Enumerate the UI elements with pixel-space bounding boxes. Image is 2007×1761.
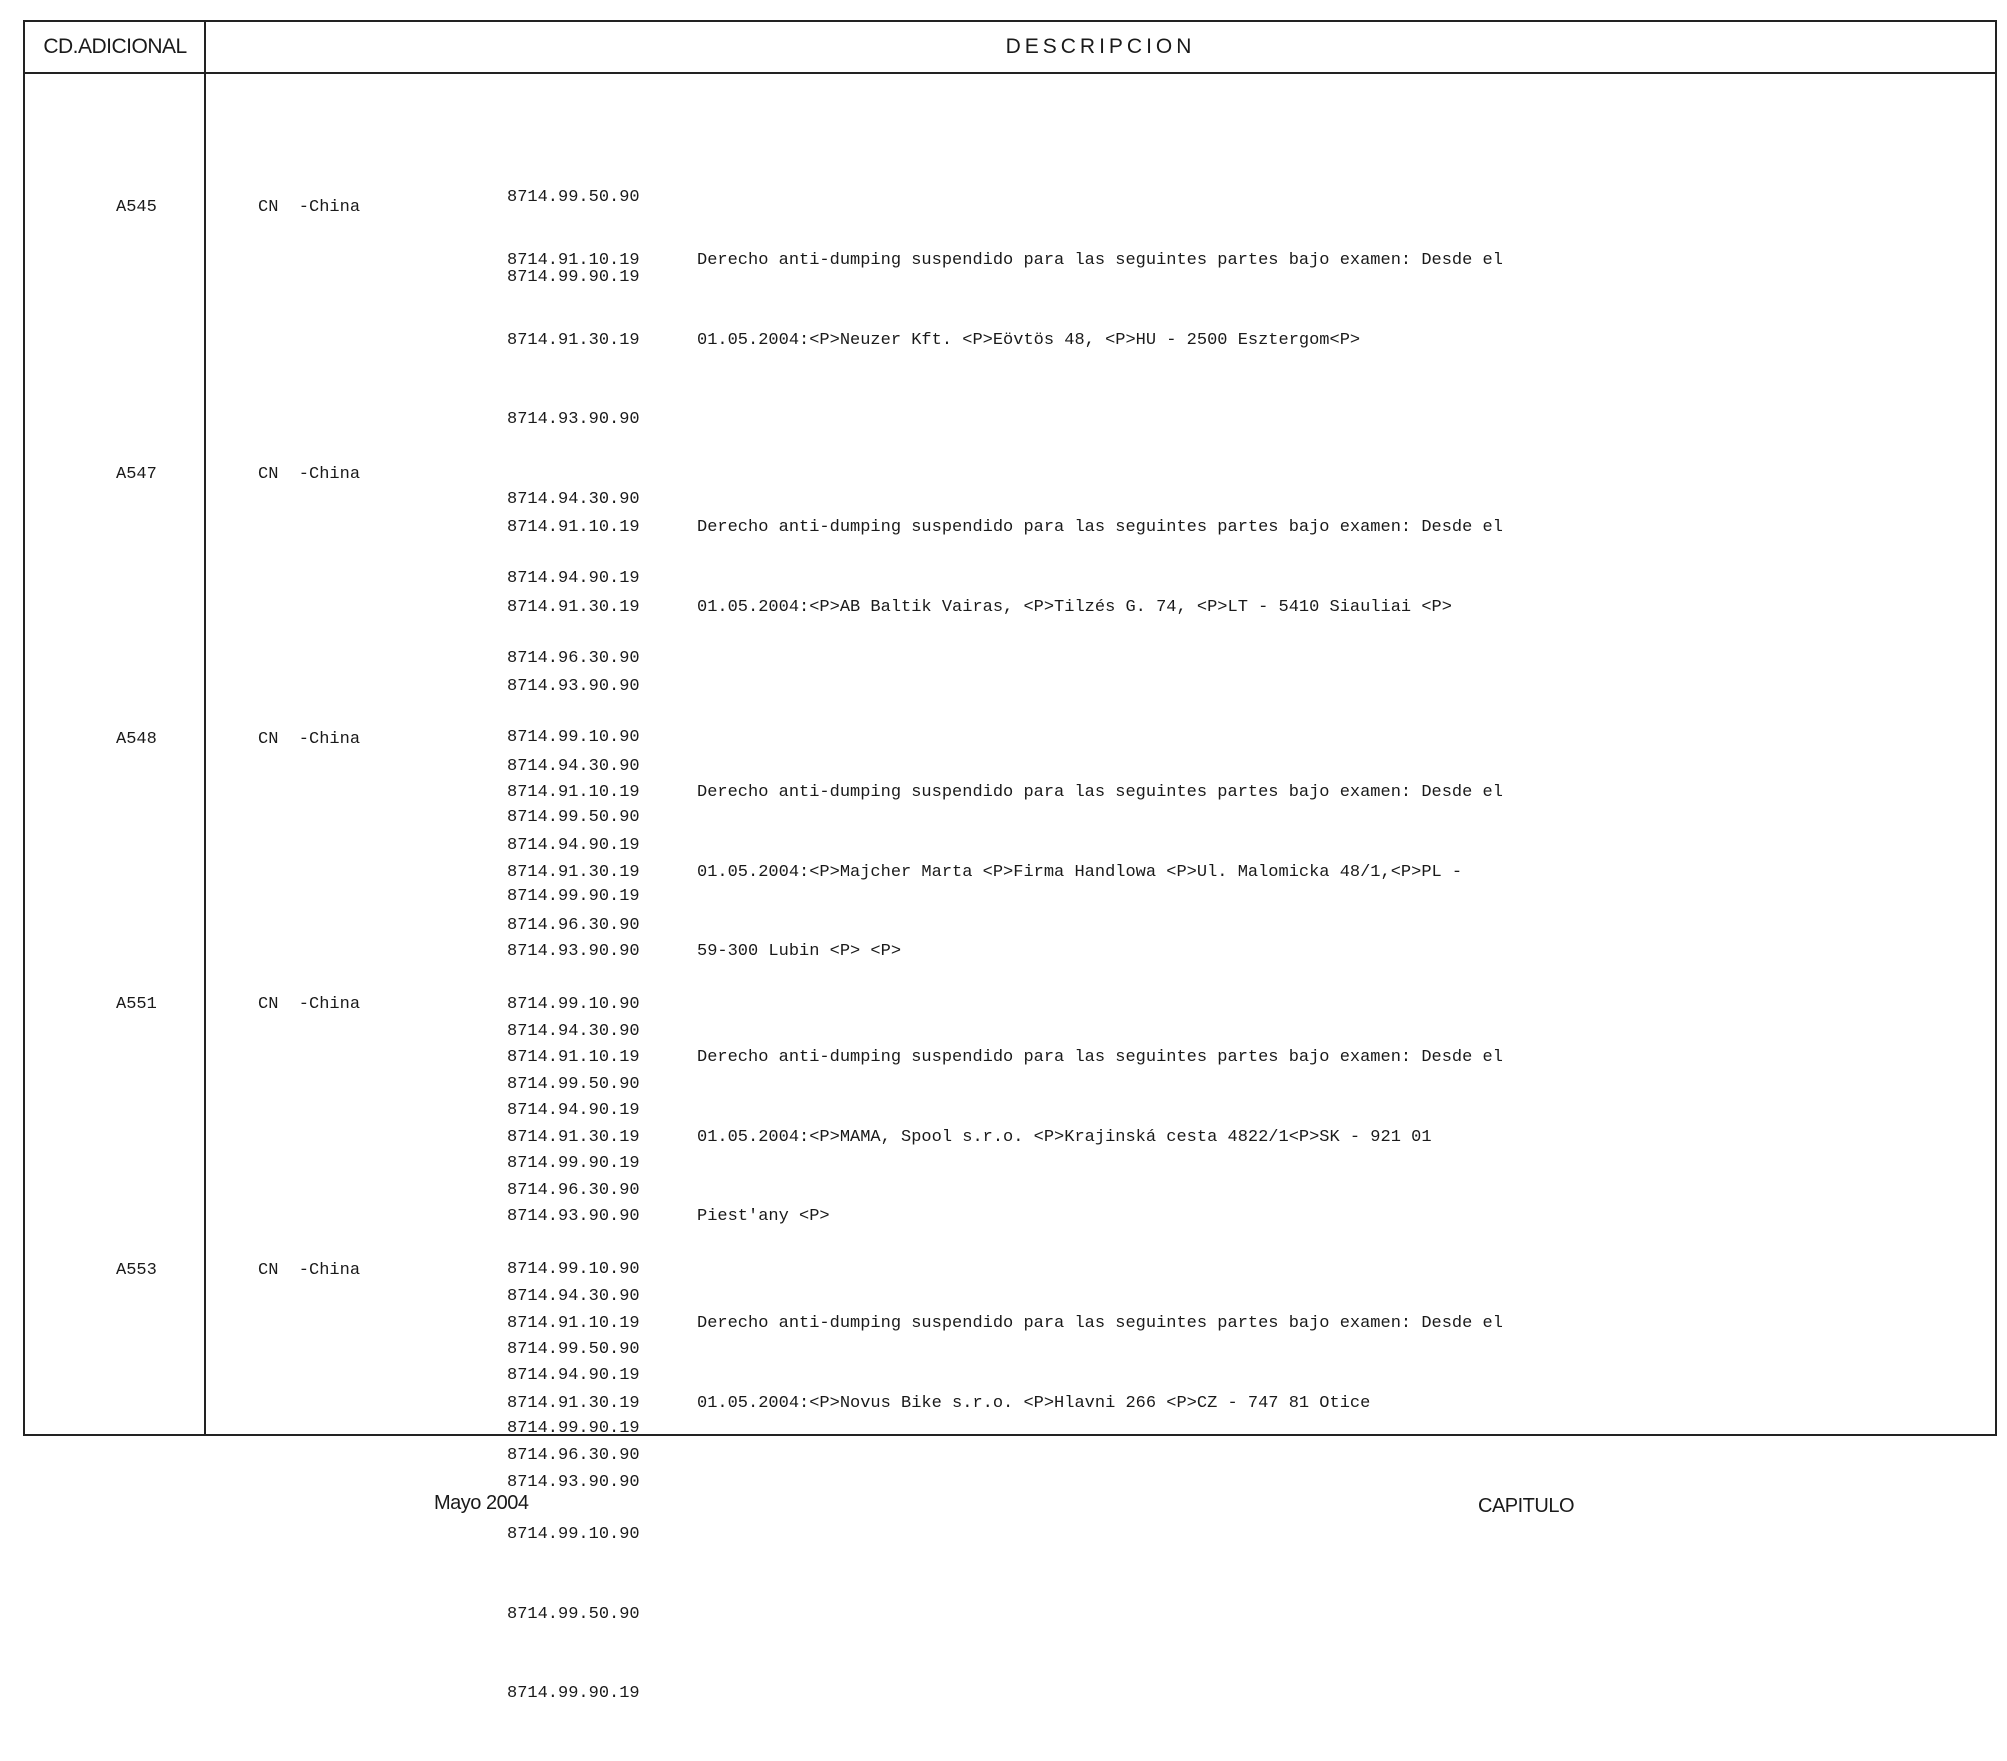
header-divider bbox=[25, 72, 1995, 74]
tariff-code: 8714.99.90.19 bbox=[507, 1684, 640, 1703]
description-line: 01.05.2004:<P>MAMA, Spool s.r.o. <P>Krajinská cesta 4822/1<P>SK - 921 01 bbox=[697, 1127, 1432, 1147]
country: CN -China bbox=[258, 465, 361, 484]
additional-code: A548 bbox=[116, 730, 157, 749]
tariff-code: 8714.99.50.90 bbox=[507, 807, 640, 827]
tariff-code: 8714.94.30.90 bbox=[507, 756, 640, 776]
tariff-code: 8714.94.90.19 bbox=[507, 1101, 640, 1120]
footer-chapter: CAPITULO bbox=[1478, 1495, 1575, 1517]
tariff-code: 8714.99.50.90 bbox=[507, 1339, 640, 1359]
country: CN -China bbox=[258, 198, 361, 217]
column-header-cd-adicional: CD.ADICIONAL bbox=[43, 35, 187, 58]
tariff-code: 8714.99.10.90 bbox=[507, 1525, 640, 1544]
tariff-code: 8714.91.10.19 bbox=[507, 783, 640, 802]
additional-code: A551 bbox=[116, 995, 157, 1014]
tariff-code: 8714.96.30.90 bbox=[507, 915, 640, 935]
tariff-code: 8714.93.90.90 bbox=[507, 1207, 640, 1226]
tariff-code: 8714.94.30.90 bbox=[507, 1286, 640, 1306]
description-line: Derecho anti-dumping suspendido para las seguintes partes bajo examen: Desde el bbox=[697, 783, 1503, 802]
tariff-code: 8714.94.30.90 bbox=[507, 1021, 640, 1041]
description-line: 59-300 Lubin <P> <P> bbox=[697, 942, 902, 961]
description-line: 01.05.2004:<P>Novus Bike s.r.o. <P>Hlavni 266 <P>CZ - 747 81 Otice bbox=[697, 1393, 1371, 1413]
tariff-code: 8714.99.90.19 bbox=[507, 1154, 640, 1173]
description-line: 01.05.2004:<P>AB Baltik Vairas, <P>Tilzés G. 74, <P>LT - 5410 Siauliai <P> bbox=[697, 597, 1452, 617]
tariff-code: 8714.91.30.19 bbox=[507, 330, 640, 350]
footer-date: Mayo 2004 bbox=[434, 1492, 529, 1514]
additional-code: A553 bbox=[116, 1261, 157, 1280]
description-line: Derecho anti-dumping suspendido para las seguintes partes bajo examen: Desde el bbox=[697, 251, 1503, 270]
tariff-code: 8714.99.90.19 bbox=[507, 1419, 640, 1438]
tariff-code: 8714.91.10.19 bbox=[507, 251, 640, 270]
tariff-code: 8714.91.10.19 bbox=[507, 1314, 640, 1333]
tariff-code: 8714.91.30.19 bbox=[507, 862, 640, 882]
tariff-code: 8714.93.90.90 bbox=[507, 942, 640, 961]
tariff-code: 8714.99.10.90 bbox=[507, 1260, 640, 1279]
additional-code: A545 bbox=[116, 198, 157, 217]
tariff-code: 8714.91.10.19 bbox=[507, 518, 640, 537]
description bbox=[697, 195, 1503, 407]
description bbox=[697, 992, 1503, 1284]
tariff-code: 8714.91.30.19 bbox=[507, 1393, 640, 1413]
tariff-code: 8714.91.30.19 bbox=[507, 597, 640, 617]
description-line: Derecho anti-dumping suspendido para las seguintes partes bajo examen: Desde el bbox=[697, 518, 1503, 537]
description bbox=[697, 1258, 1503, 1470]
country: CN -China bbox=[258, 730, 361, 749]
tariff-code: 8714.99.90.19 bbox=[507, 887, 640, 906]
tariff-code: 8714.94.90.19 bbox=[507, 1366, 640, 1385]
tariff-code: 8714.99.50.90 bbox=[507, 1074, 640, 1094]
tariff-code: 8714.94.90.19 bbox=[507, 836, 640, 855]
description-line: Derecho anti-dumping suspendido para las seguintes partes bajo examen: Desde el bbox=[697, 1048, 1503, 1067]
country: CN -China bbox=[258, 995, 361, 1014]
description-line: Piest'any <P> bbox=[697, 1207, 830, 1226]
tariff-code: 8714.99.50.90 bbox=[507, 188, 640, 207]
tariff-code: 8714.93.90.90 bbox=[507, 677, 640, 696]
tariff-code: 8714.99.50.90 bbox=[507, 1604, 640, 1624]
tariff-code: 8714.91.30.19 bbox=[507, 1127, 640, 1147]
tariff-code: 8714.94.90.19 bbox=[507, 569, 640, 588]
description-line: Derecho anti-dumping suspendido para las seguintes partes bajo examen: Desde el bbox=[697, 1314, 1503, 1333]
description bbox=[697, 462, 1503, 674]
tariff-code: 8714.91.10.19 bbox=[507, 1048, 640, 1067]
description-line: 01.05.2004:<P>Neuzer Kft. <P>Eövtös 48, <P>HU - 2500 Esztergom<P> bbox=[697, 330, 1361, 350]
column-header-descripcion: DESCRIPCION bbox=[1005, 35, 1196, 58]
additional-code: A547 bbox=[116, 465, 157, 484]
tariff-code: 8714.93.90.90 bbox=[507, 410, 640, 429]
tariff-code: 8714.99.10.90 bbox=[507, 995, 640, 1014]
tariff-code: 8714.96.30.90 bbox=[507, 1180, 640, 1200]
tariff-code: 8714.99.10.90 bbox=[507, 728, 640, 747]
description-line: 01.05.2004:<P>Majcher Marta <P>Firma Handlowa <P>Ul. Malomicka 48/1,<P>PL - bbox=[697, 862, 1463, 882]
tariff-code: 8714.96.30.90 bbox=[507, 648, 640, 668]
country: CN -China bbox=[258, 1261, 361, 1280]
tariff-code: 8714.93.90.90 bbox=[507, 1473, 640, 1492]
description bbox=[697, 727, 1503, 1019]
tariff-code: 8714.96.30.90 bbox=[507, 1445, 640, 1465]
tariff-code: 8714.94.30.90 bbox=[507, 489, 640, 509]
tariff-code: 8714.99.90.19 bbox=[507, 267, 640, 287]
